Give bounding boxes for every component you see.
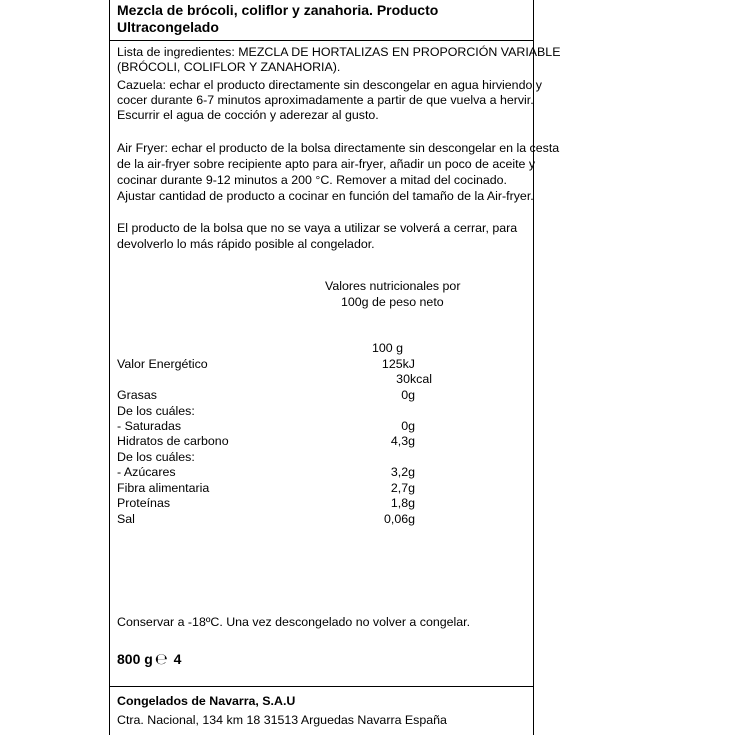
nutrition-label: De los cuáles: — [117, 450, 195, 464]
nutrition-label: De los cuáles: — [117, 404, 195, 418]
storage-note-line-2: devolverlo lo más rápido posible al congelador. — [117, 237, 375, 251]
nutrition-label: - Azúcares — [117, 465, 176, 479]
nutrition-value: 30kcal — [396, 372, 432, 386]
nutrition-value: 0g — [401, 419, 415, 433]
airfryer-line-4: Ajustar cantidad de producto a cocinar en función del tamaño de la Air-fryer. — [117, 189, 534, 203]
nutrition-value: 2,7g — [390, 481, 415, 495]
estimated-e-mark-icon: ℮ — [154, 650, 168, 668]
airfryer-line-3: cocinar durante 9-12 minutos a 200 °C. Remover a mitad del cocinado. — [117, 173, 507, 187]
nutrition-value: 0g — [401, 388, 415, 402]
ingredients-line-1: Lista de ingredientes: MEZCLA DE HORTALIZAS EN PROPORCIÓN VARIABLE — [117, 45, 561, 59]
company-address: Ctra. Nacional, 134 km 18 31513 Arguedas Navarra España — [117, 713, 447, 727]
airfryer-line-1: Air Fryer: echar el producto de la bolsa directamente sin descongelar en la cesta — [117, 141, 560, 155]
cazuela-line-2: cocer durante 6-7 minutos aproximadamente a partir de que vuelva a hervir. — [117, 93, 534, 107]
nutrition-label: Grasas — [117, 388, 157, 402]
net-weight — [117, 650, 181, 668]
company-name: Congelados de Navarra, S.A.U — [117, 694, 296, 708]
nutrition-column-header: 100 g — [372, 341, 404, 355]
nutrition-value: 4,3g — [390, 434, 415, 448]
company-divider — [109, 686, 534, 687]
nutrition-value: 0,06g — [383, 512, 415, 526]
nutrition-value: 125kJ — [381, 357, 415, 371]
cazuela-line-1: Cazuela: echar el producto directamente sin descongelar en agua hirviendo y — [117, 78, 542, 92]
net-weight-value: 800 g — [117, 651, 153, 667]
net-weight-extra: 4 — [173, 651, 182, 667]
nutrition-label: Valor Energético — [117, 357, 208, 371]
storage-note-line-1: El producto de la bolsa que no se vaya a utilizar se volverá a cerrar, para — [117, 221, 518, 235]
nutrition-label: Hidratos de carbono — [117, 434, 229, 448]
airfryer-line-2: de la air-fryer sobre recipiente apto para air-fryer, añadir un poco de aceite y — [117, 157, 536, 171]
nutrition-label: - Saturadas — [117, 419, 182, 433]
nutrition-header-line-2: 100g de peso neto — [341, 295, 444, 309]
nutrition-header-line-1: Valores nutricionales por — [325, 279, 461, 293]
ingredients-line-2: (BRÓCOLI, COLIFLOR Y ZANAHORIA). — [117, 60, 341, 74]
nutrition-value: 1,8g — [390, 496, 415, 510]
nutrition-label: Proteínas — [117, 496, 171, 510]
title-divider — [109, 40, 534, 41]
conservation-note: Conservar a -18ºC. Una vez descongelado no volver a congelar. — [117, 615, 471, 629]
cazuela-line-3: Escurrir el agua de cocción y aderezar al gusto. — [117, 108, 379, 122]
product-title: Mezcla de brócoli, coliflor y zanahoria. Producto Ultracongelado — [117, 2, 439, 35]
nutrition-label: Fibra alimentaria — [117, 481, 210, 495]
nutrition-label: Sal — [117, 512, 135, 526]
nutrition-value: 3,2g — [390, 465, 415, 479]
